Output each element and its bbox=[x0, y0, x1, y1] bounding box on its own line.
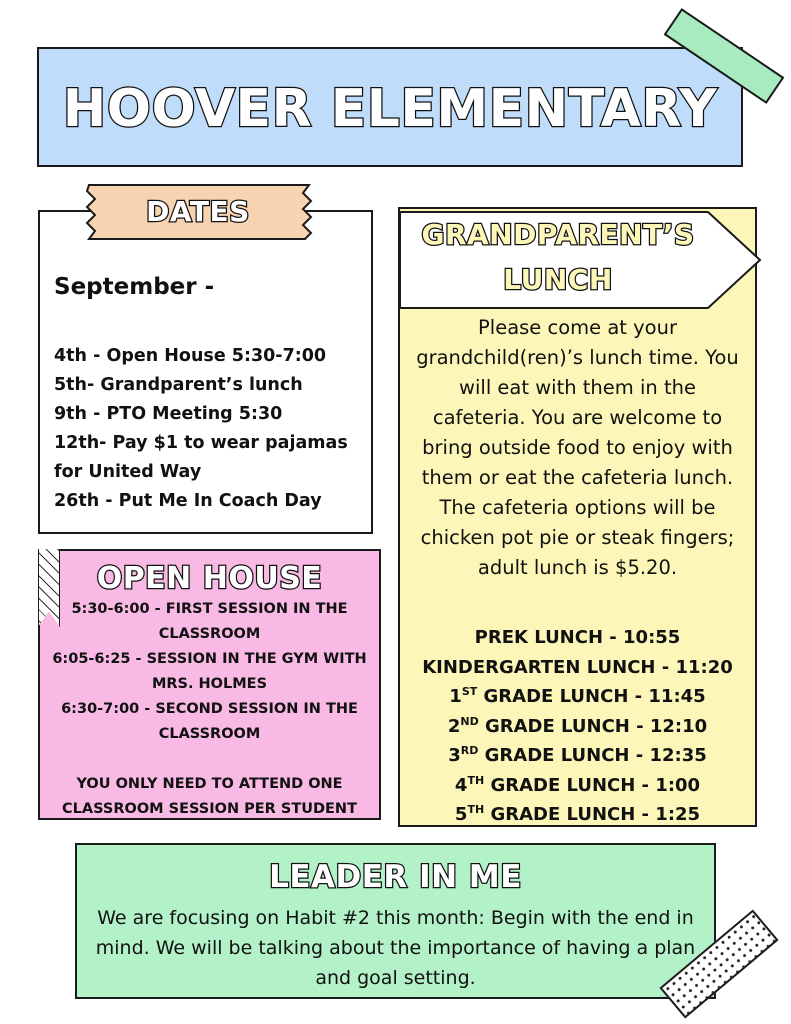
list-item: 4TH GRADE LUNCH - 1:00 bbox=[454, 773, 701, 796]
lunch-title-line2: LUNCH bbox=[503, 263, 613, 296]
list-item: PREK LUNCH - 10:55 bbox=[474, 627, 681, 648]
list-item: 1ST GRADE LUNCH - 11:45 bbox=[449, 685, 706, 707]
list-item: 12th- Pay $1 to wear pajamas for United Way bbox=[54, 433, 348, 482]
list-item: 4th - Open House 5:30-7:00 bbox=[54, 346, 327, 366]
lunch-times-list bbox=[400, 623, 755, 830]
session-item: 6:30-7:00 - SECOND SESSION IN THE CLASSROOM bbox=[61, 701, 358, 742]
list-item: 5TH GRADE LUNCH - 1:25 bbox=[454, 803, 701, 825]
lunch-description: Please come at your grandchild(ren)’s lunch time. You will eat with them in the cafeteria. You are welcome to bring outside food to enjoy with them or eat the cafeteria lunch. The cafeteria options will be chicken pot pie or steak fingers; adult lunch is $5.20. bbox=[416, 316, 739, 579]
open-house-title: OPEN HOUSE bbox=[96, 561, 323, 596]
dates-month: September - bbox=[54, 274, 215, 300]
dates-panel bbox=[38, 210, 373, 534]
lunch-title bbox=[398, 214, 718, 304]
dates-title: DATES bbox=[146, 195, 250, 228]
open-house-panel bbox=[38, 549, 381, 820]
session-item: 6:05-6:25 - SESSION IN THE GYM WITH MRS. HOLMES bbox=[52, 651, 367, 692]
open-house-note: YOU ONLY NEED TO ATTEND ONE CLASSROOM SESSION PER STUDENT bbox=[62, 776, 357, 817]
list-item: 26th - Put Me In Coach Day bbox=[54, 491, 322, 511]
header-banner bbox=[37, 47, 743, 167]
lunch-title-line1: GRANDPARENT’S bbox=[421, 218, 695, 251]
leader-text: We are focusing on Habit #2 this month: Begin with the end in mind. We will be talking about the importance of having a plan and goal setting. bbox=[95, 907, 696, 989]
list-item: 9th - PTO Meeting 5:30 bbox=[54, 404, 283, 424]
dates-tag bbox=[87, 185, 309, 239]
leader-title: LEADER IN ME bbox=[269, 859, 522, 895]
dates-list bbox=[54, 342, 364, 516]
school-title: HOOVER ELEMENTARY bbox=[62, 79, 718, 139]
list-item: 2ND GRADE LUNCH - 12:10 bbox=[447, 714, 708, 737]
list-item: KINDERGARTEN LUNCH - 11:20 bbox=[422, 656, 733, 678]
list-item: 5th- Grandparent’s lunch bbox=[54, 375, 303, 395]
list-item: 3RD GRADE LUNCH - 12:35 bbox=[448, 744, 707, 766]
open-house-body bbox=[44, 597, 375, 822]
leader-in-me-panel bbox=[75, 843, 716, 999]
session-item: 5:30-6:00 - FIRST SESSION IN THE CLASSROOM bbox=[71, 601, 348, 642]
